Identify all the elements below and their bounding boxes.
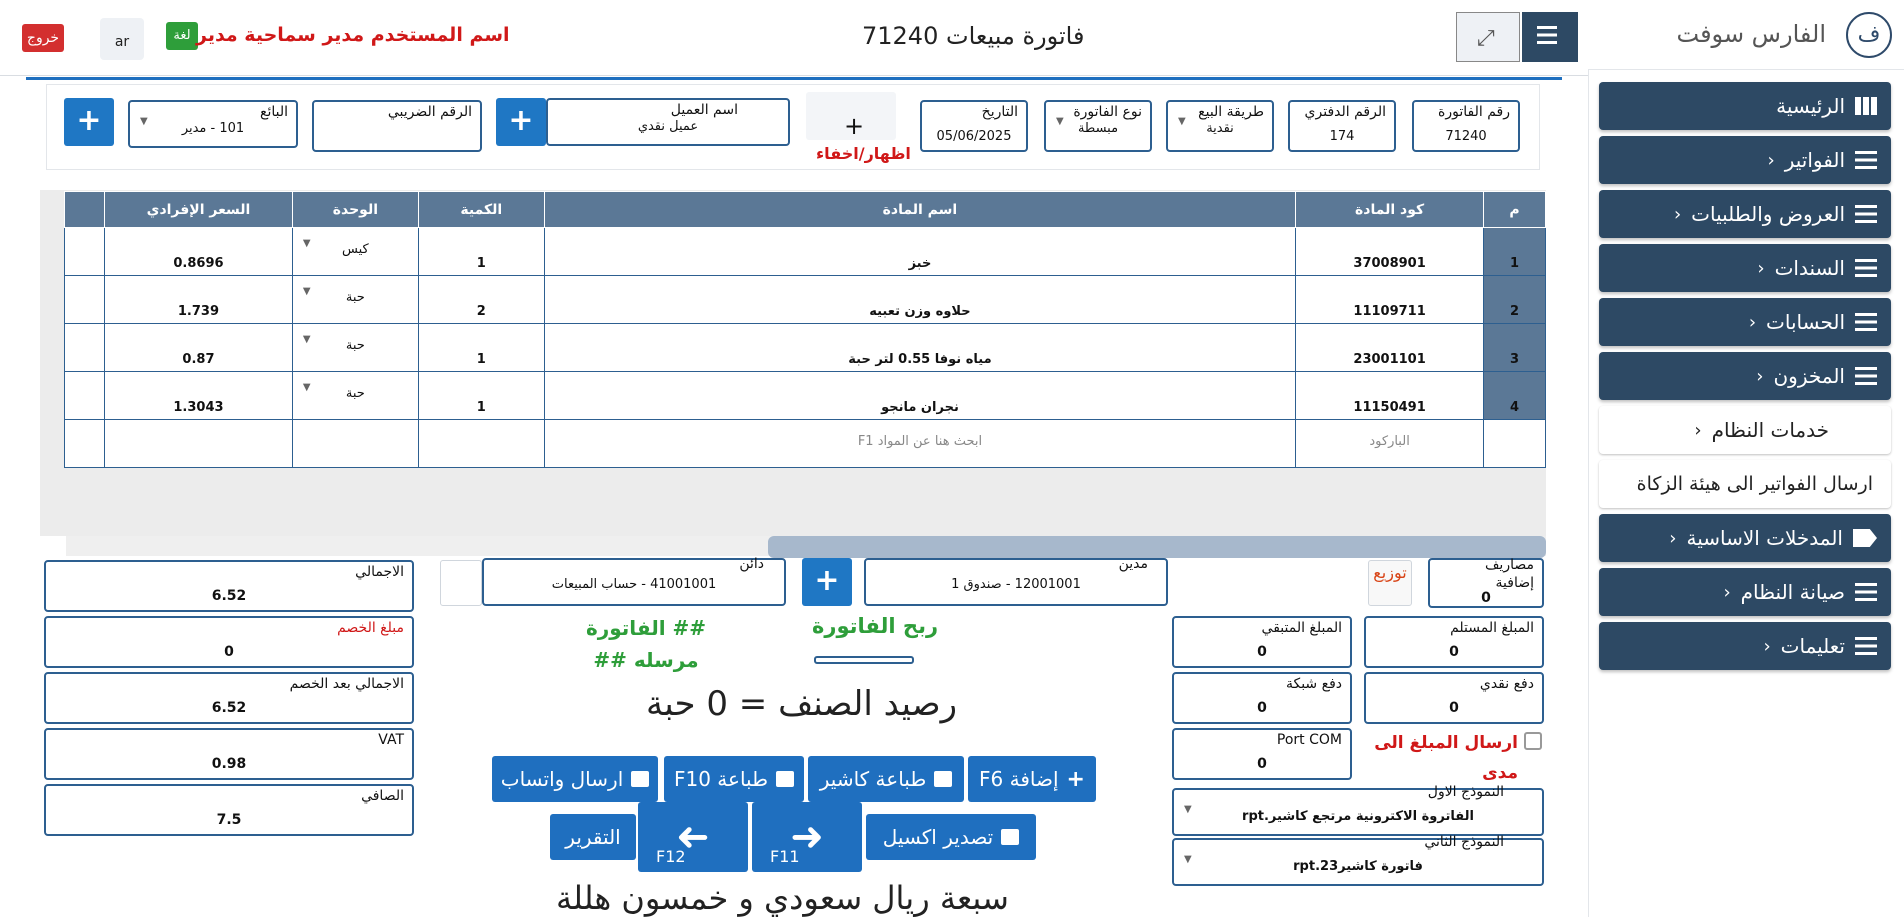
export-excel-button[interactable]: تصدير اكسيل — [866, 814, 1036, 860]
sidebar-item-vouchers[interactable]: السندات ‹ — [1599, 244, 1891, 292]
unit-select[interactable]: حبة ▼ — [292, 324, 418, 372]
hamburger-icon — [1537, 26, 1557, 44]
caret-down-icon: ▼ — [1178, 116, 1186, 127]
toggle-details-button[interactable] — [806, 92, 896, 140]
tax-number-field[interactable]: الرقم الضريبي — [312, 100, 482, 152]
add-customer-button[interactable] — [496, 98, 546, 146]
customer-name-field[interactable]: اسم العميل عميل نقدي — [546, 98, 790, 146]
invoice-number-field[interactable]: رقم الفاتورة 71240 — [1412, 100, 1520, 152]
new-item-row[interactable] — [65, 420, 1546, 468]
caret-down-icon: ▼ — [302, 238, 311, 249]
sidebar-item-system-services[interactable]: خدمات النظام ‹ — [1599, 406, 1891, 454]
fullscreen-button[interactable] — [1456, 12, 1520, 62]
printer-icon — [631, 771, 649, 787]
add-account-button[interactable] — [802, 558, 852, 606]
table-row[interactable]: 2 11109711 حلاوه وزن تعبيه 2 حبة ▼ 1.739 — [65, 276, 1546, 324]
credit-account-select[interactable]: دائن 41001001 - حساب المبيعات — [482, 558, 786, 606]
printer-icon — [934, 771, 952, 787]
sidebar-item-basic-inputs[interactable]: المدخلات الاساسية ‹ — [1599, 514, 1891, 562]
caret-down-icon: ▼ — [302, 334, 311, 345]
toggle-details-label[interactable]: اظهار/اخفاء — [816, 144, 911, 163]
extra-expenses-field[interactable]: مصاريف إضافية 0 — [1428, 558, 1544, 608]
table-row[interactable]: 3 23001101 مياه نوفا 0.55 لتر حبة 1 حبة ▼ 0.87 — [65, 324, 1546, 372]
list-icon — [1855, 583, 1877, 601]
printer-icon — [776, 771, 794, 787]
seller-select[interactable]: البائع 101 - مدير ▼ — [128, 100, 298, 148]
discount-field[interactable]: مبلغ الخصم 0 — [44, 616, 414, 668]
chevron-left-icon: ‹ — [1673, 203, 1682, 225]
barcode-input[interactable]: الباركود — [1296, 420, 1484, 468]
credit-account-dropdown[interactable] — [440, 560, 482, 606]
brand-name: الفارس سوفت — [1676, 20, 1826, 48]
plus-icon: + — [76, 103, 102, 138]
book-number-field[interactable]: الرقم الدفتري 174 — [1288, 100, 1396, 152]
profit-field — [814, 656, 914, 664]
cash-payment-field[interactable]: دفع نقدي 0 — [1364, 672, 1544, 724]
send-mada-checkbox[interactable] — [1524, 732, 1542, 750]
add-seller-button[interactable] — [64, 98, 114, 146]
items-table — [64, 191, 1546, 468]
language-label: لغة — [166, 22, 198, 50]
user-name: اسم المستخدم مدير سماحية مدير — [196, 24, 510, 46]
plus-icon: + — [814, 563, 840, 598]
amount-in-words: سبعة ريال سعودي و خمسون هللة — [556, 879, 1009, 917]
caret-down-icon: ▼ — [140, 116, 148, 127]
column-header-unit: الوحدة — [292, 192, 418, 228]
date-field[interactable]: التاريخ 05/06/2025 — [920, 100, 1028, 152]
brand-header — [1588, 0, 1904, 70]
column-header-code: كود المادة — [1296, 192, 1484, 228]
distribute-button[interactable]: توزيع — [1368, 560, 1412, 606]
sidebar-item-inventory[interactable]: المخزون ‹ — [1599, 352, 1891, 400]
list-icon — [1855, 313, 1877, 331]
column-header-qty: الكمية — [418, 192, 544, 228]
total-field: الاجمالي 6.52 — [44, 560, 414, 612]
column-header-name: اسم المادة — [544, 192, 1295, 228]
printer-icon — [1001, 829, 1019, 845]
caret-down-icon: ▼ — [1056, 116, 1064, 127]
list-icon — [1855, 205, 1877, 223]
chevron-left-icon: ‹ — [1756, 365, 1764, 387]
debit-account-field[interactable]: مدين 12001001 - صندوق 1 — [864, 558, 1168, 606]
port-com-field[interactable]: Port COM 0 — [1172, 728, 1352, 780]
previous-f12-button[interactable]: ➜ F12 — [638, 802, 748, 872]
sidebar-item-help[interactable]: تعليمات ‹ — [1599, 622, 1891, 670]
column-header-extra — [65, 192, 105, 228]
invoice-profit-label[interactable]: ربح الفاتورة — [812, 614, 939, 638]
chevron-left-icon: ‹ — [1763, 635, 1771, 657]
list-icon — [1855, 367, 1877, 385]
page-title: فاتورة مبيعات 71240 — [862, 22, 1085, 50]
item-balance-label: رصيد الصنف = 0 حبة — [646, 684, 958, 724]
chevron-left-icon: ‹ — [1767, 149, 1775, 171]
sale-method-select[interactable]: طريقة البيع نقدية ▼ — [1166, 100, 1274, 152]
sidebar-item-offers[interactable]: العروض والطلبيات ‹ — [1599, 190, 1891, 238]
brand-logo-icon: ف — [1846, 12, 1892, 58]
chevron-left-icon: ‹ — [1748, 311, 1757, 333]
remaining-amount-field: المبلغ المتبقي 0 — [1172, 616, 1352, 668]
logout-button[interactable]: خروج — [22, 24, 64, 52]
next-f11-button[interactable]: ➜ F11 — [752, 802, 862, 872]
chevron-left-icon: ‹ — [1694, 419, 1702, 441]
caret-down-icon: ▼ — [1184, 854, 1192, 865]
send-mada-label[interactable]: ارسال المبلغ الى مدى — [1374, 733, 1518, 783]
plus-icon: + — [844, 112, 865, 140]
sidebar-item-maintenance[interactable]: صيانة النظام ‹ — [1599, 568, 1891, 616]
sidebar — [1588, 70, 1904, 917]
network-payment-field[interactable]: دفع شبكة 0 — [1172, 672, 1352, 724]
column-header-price: السعر الإفرادي — [105, 192, 293, 228]
invoice-type-select[interactable]: نوع الفاتورة مبسطة ▼ — [1044, 100, 1152, 152]
language-select[interactable]: ar — [100, 18, 144, 60]
arrow-right-icon: ➜ — [790, 814, 824, 860]
caret-down-icon: ▼ — [302, 382, 311, 393]
print-cashier-button[interactable]: طباعة كاشير — [808, 756, 964, 802]
chevron-left-icon: ‹ — [1669, 527, 1677, 549]
chevron-left-icon: ‹ — [1757, 257, 1765, 279]
sidebar-item-invoices[interactable]: الفواتير ‹ — [1599, 136, 1891, 184]
arrow-left-icon: ➜ — [676, 814, 710, 860]
vat-field: VAT 0.98 — [44, 728, 414, 780]
net-field: الصافي 7.5 — [44, 784, 414, 836]
top-bar — [0, 0, 1588, 76]
sidebar-item-zakat[interactable]: ارسال الفواتير الى هيئة الزكاة — [1599, 460, 1891, 508]
unit-select[interactable]: حبة ▼ — [292, 276, 418, 324]
list-icon — [1855, 151, 1877, 169]
expand-icon: ⤢ — [1477, 26, 1495, 51]
caret-down-icon: ▼ — [1184, 804, 1192, 815]
table-row[interactable]: 4 11150491 نجران مانجو 1 حبة ▼ 1.3043 — [65, 372, 1546, 420]
print-f10-button[interactable]: طباعة F10 — [664, 756, 804, 802]
list-icon — [1855, 259, 1877, 277]
sidebar-item-home[interactable]: الرئيسية — [1599, 82, 1891, 130]
send-whatsapp-button[interactable]: ارسال واتساب — [492, 756, 658, 802]
unit-select[interactable]: حبة ▼ — [292, 372, 418, 420]
list-icon — [1855, 637, 1877, 655]
item-search-input[interactable]: ابحث هنا عن المواد F1 — [544, 420, 1295, 468]
scrollbar-thumb[interactable] — [768, 536, 1546, 558]
plus-icon: + — [1066, 766, 1085, 792]
caret-down-icon: ▼ — [302, 286, 311, 297]
unit-select[interactable]: كيس ▼ — [292, 228, 418, 276]
first-form-select[interactable]: النموذج الاول الفاتروة الاكترونية مرتجع كاشير.rpt ▼ — [1172, 788, 1544, 836]
received-amount-field[interactable]: المبلغ المستلم 0 — [1364, 616, 1544, 668]
column-header-index: م — [1484, 192, 1546, 228]
plus-icon: + — [508, 103, 534, 138]
sidebar-item-accounts[interactable]: الحسابات ‹ — [1599, 298, 1891, 346]
total-after-discount-field: الاجمالي بعد الخصم 6.52 — [44, 672, 414, 724]
grid-icon — [1855, 97, 1877, 115]
add-f6-button[interactable]: + إضافة F6 — [968, 756, 1096, 802]
report-button[interactable]: التقرير — [550, 814, 636, 860]
invoice-sent-label: ## الفاتورة مرسله ## — [585, 616, 707, 672]
chevron-left-icon: ‹ — [1723, 581, 1731, 603]
second-form-select[interactable]: النموذج الثاني فاتورة كاشير23.rpt ▼ — [1172, 838, 1544, 886]
table-row[interactable]: 1 37008901 خبز 1 كيس ▼ 0.8696 — [65, 228, 1546, 276]
header-accent-line — [26, 77, 1562, 80]
tag-icon — [1853, 529, 1877, 547]
